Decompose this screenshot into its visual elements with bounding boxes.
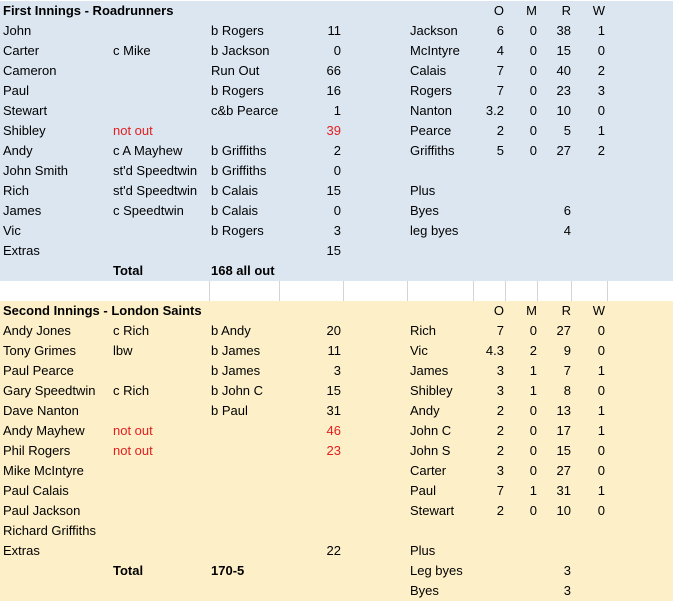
bowler-runs: 27 — [556, 323, 571, 338]
total-value: 170-5 — [211, 563, 245, 578]
dismissal: not out — [113, 443, 153, 458]
batter-name: Andy — [3, 143, 33, 158]
bowler-maidens: 1 — [529, 483, 537, 498]
bowler-overs: 6 — [496, 23, 504, 38]
extras-value: 6 — [563, 203, 571, 218]
dismissal: c Speedtwin — [113, 203, 184, 218]
second-innings-row — [0, 301, 673, 321]
extras-value: 4 — [563, 223, 571, 238]
dismissal-bowler: b James — [211, 363, 261, 378]
dismissal: c Rich — [113, 383, 150, 398]
bowler-maidens: 0 — [529, 503, 537, 518]
batter-runs — [280, 501, 341, 521]
batter-name: Cameron — [3, 63, 57, 78]
batter-name: Rich — [3, 183, 30, 198]
batter-runs: 46 — [326, 423, 341, 438]
bowler-name: Rogers — [410, 83, 452, 98]
bowler-name: Calais — [410, 63, 447, 78]
first-innings-row — [0, 121, 673, 141]
bowler-wickets: 2 — [597, 63, 605, 78]
batter-name: James — [3, 203, 42, 218]
batter-runs: 15 — [326, 383, 341, 398]
first-innings-row — [0, 141, 673, 161]
bowler-overs: 5 — [496, 143, 504, 158]
dismissal: c Rich — [113, 323, 150, 338]
batter-runs: 2 — [333, 143, 341, 158]
gridline — [607, 281, 608, 301]
bowler-name: Carter — [410, 463, 447, 478]
batter-runs: 0 — [333, 163, 341, 178]
dismissal-bowler: b John C — [211, 383, 264, 398]
second-innings-row — [0, 421, 673, 441]
bowler-wickets: 0 — [597, 103, 605, 118]
dismissal — [113, 521, 209, 541]
batter-runs: 0 — [333, 203, 341, 218]
bowling-header-w: W — [592, 3, 605, 18]
bowler-overs: 4.3 — [485, 343, 504, 358]
gridline — [571, 281, 572, 301]
first-innings-row — [0, 161, 673, 181]
batter-runs: 0 — [333, 43, 341, 58]
bowler-runs: 7 — [563, 363, 571, 378]
bowler-maidens: 1 — [529, 363, 537, 378]
total-label: Total — [113, 563, 144, 578]
bowler-maidens: 0 — [529, 23, 537, 38]
bowler-name: Andy — [410, 403, 440, 418]
second-innings-row — [0, 321, 673, 341]
batter-runs: 15 — [326, 183, 341, 198]
innings-title: Second Innings - London Saints — [3, 303, 202, 318]
bowler-overs: 7 — [496, 323, 504, 338]
gridline — [505, 281, 506, 301]
batter-runs — [280, 481, 341, 501]
bowler-wickets: 1 — [597, 363, 605, 378]
bowler-name: Rich — [410, 323, 437, 338]
gridline — [473, 281, 474, 301]
dismissal — [113, 461, 209, 481]
gridline — [279, 281, 280, 301]
bowler-name: John S — [410, 443, 451, 458]
bowler-runs: 13 — [556, 403, 571, 418]
bowler-name: Stewart — [410, 503, 455, 518]
bowler-maidens: 0 — [529, 103, 537, 118]
plus-label: Plus — [410, 183, 436, 198]
dismissal-bowler: b James — [211, 343, 261, 358]
extras-label: leg byes — [410, 223, 459, 238]
bowler-name: Griffiths — [410, 143, 455, 158]
first-innings-row — [0, 181, 673, 201]
bowler-runs: 10 — [556, 503, 571, 518]
batter-runs: 16 — [326, 83, 341, 98]
batter-name: Extras — [3, 543, 40, 558]
bowler-maidens: 0 — [529, 83, 537, 98]
dismissal-bowler: c&b Pearce — [211, 103, 279, 118]
bowler-overs: 7 — [496, 63, 504, 78]
bowler-name: James — [410, 363, 449, 378]
bowling-header-o: O — [493, 3, 504, 18]
batter-name: John Smith — [3, 163, 69, 178]
bowler-maidens: 0 — [529, 403, 537, 418]
first-innings-row — [0, 81, 673, 101]
dismissal-bowler: b Jackson — [211, 43, 270, 58]
plus-label: Plus — [410, 543, 436, 558]
bowler-overs: 7 — [496, 83, 504, 98]
batter-runs: 1 — [333, 103, 341, 118]
second-innings-row — [0, 361, 673, 381]
bowling-header-m: M — [526, 3, 537, 18]
dismissal-bowler: Run Out — [211, 63, 260, 78]
second-innings-row — [0, 541, 673, 561]
bowler-wickets: 0 — [597, 503, 605, 518]
batter-name: Richard Griffiths — [3, 523, 96, 538]
bowler-runs: 5 — [563, 123, 571, 138]
bowler-runs: 40 — [556, 63, 571, 78]
bowler-maidens: 0 — [529, 423, 537, 438]
bowler-runs: 10 — [556, 103, 571, 118]
bowler-name: John C — [410, 423, 452, 438]
dismissal-bowler: b Calais — [211, 183, 258, 198]
bowling-header-r: R — [561, 303, 571, 318]
first-innings-row — [0, 261, 673, 281]
second-innings-row — [0, 521, 673, 541]
batter-name: Tony Grimes — [3, 343, 76, 358]
bowler-name: Pearce — [410, 123, 452, 138]
batter-runs — [280, 521, 341, 541]
bowler-overs: 2 — [496, 423, 504, 438]
batter-runs: 23 — [326, 443, 341, 458]
bowler-wickets: 0 — [597, 43, 605, 58]
batter-name: Mike McIntyre — [3, 463, 84, 478]
batter-name: John — [3, 23, 32, 38]
dismissal — [113, 61, 209, 81]
bowler-runs: 31 — [556, 483, 571, 498]
bowler-overs: 2 — [496, 503, 504, 518]
batter-runs: 11 — [327, 23, 341, 38]
bowler-name: Shibley — [410, 383, 453, 398]
bowler-name: Paul — [410, 483, 437, 498]
dismissal: not out — [113, 423, 153, 438]
bowling-header-r: R — [561, 3, 571, 18]
bowler-overs: 2 — [496, 403, 504, 418]
dismissal-bowler: b Griffiths — [211, 163, 267, 178]
bowler-maidens: 0 — [529, 463, 537, 478]
batter-name: Paul Jackson — [3, 503, 81, 518]
bowling-header-m: M — [526, 303, 537, 318]
bowler-runs: 17 — [556, 423, 571, 438]
dismissal — [113, 541, 209, 561]
dismissal-bowler: b Andy — [211, 323, 251, 338]
bowler-overs: 3 — [496, 383, 504, 398]
dismissal: st'd Speedtwin — [113, 163, 198, 178]
bowler-runs: 15 — [556, 443, 571, 458]
extras-value: 3 — [563, 563, 571, 578]
batter-runs: 20 — [326, 323, 341, 338]
total-value: 168 all out — [211, 263, 275, 278]
batter-name: Extras — [3, 243, 40, 258]
batter-name: Andy Mayhew — [3, 423, 85, 438]
dismissal: c A Mayhew — [113, 143, 183, 158]
bowler-overs: 7 — [496, 483, 504, 498]
batter-name: Paul Calais — [3, 483, 69, 498]
batter-runs: 11 — [327, 343, 341, 358]
dismissal-bowler: b Rogers — [211, 23, 264, 38]
extras-label: Byes — [410, 583, 439, 598]
gridline — [209, 281, 210, 301]
dismissal-bowler: b Rogers — [211, 223, 264, 238]
bowler-wickets: 1 — [597, 403, 605, 418]
first-innings-row — [0, 41, 673, 61]
bowler-maidens: 0 — [529, 143, 537, 158]
second-innings-row — [0, 461, 673, 481]
dismissal-bowler: b Griffiths — [211, 143, 267, 158]
batter-name: Andy Jones — [3, 323, 71, 338]
gridline — [407, 281, 408, 301]
dismissal — [113, 481, 209, 501]
batter-runs: 15 — [326, 243, 341, 258]
bowler-maidens: 1 — [529, 383, 537, 398]
batter-runs: 31 — [326, 403, 341, 418]
extras-value: 3 — [563, 583, 571, 598]
bowler-overs: 4 — [496, 43, 504, 58]
bowler-maidens: 0 — [529, 443, 537, 458]
bowler-maidens: 2 — [529, 343, 537, 358]
first-innings-row — [0, 61, 673, 81]
batter-name: Stewart — [3, 103, 48, 118]
first-innings-row — [0, 1, 673, 21]
second-innings-row — [0, 501, 673, 521]
total-label: Total — [113, 263, 144, 278]
first-innings-row — [0, 221, 673, 241]
first-innings-row — [0, 241, 673, 261]
bowler-wickets: 0 — [597, 343, 605, 358]
bowler-name: McIntyre — [410, 43, 460, 58]
batter-runs: 3 — [333, 363, 341, 378]
second-innings-row — [0, 441, 673, 461]
dismissal — [113, 241, 209, 261]
bowler-wickets: 1 — [597, 423, 605, 438]
bowler-wickets: 0 — [597, 443, 605, 458]
bowler-wickets: 3 — [597, 83, 605, 98]
batter-name: Shibley — [3, 123, 46, 138]
bowler-wickets: 1 — [597, 23, 605, 38]
dismissal: c Mike — [113, 43, 151, 58]
dismissal — [113, 21, 209, 41]
batter-name: Paul Pearce — [3, 363, 74, 378]
batter-runs: 66 — [326, 63, 341, 78]
bowler-runs: 27 — [556, 463, 571, 478]
bowler-runs: 38 — [556, 23, 571, 38]
innings-title: First Innings - Roadrunners — [3, 3, 174, 18]
dismissal: not out — [113, 123, 153, 138]
bowler-overs: 2 — [496, 443, 504, 458]
batter-runs: 22 — [326, 543, 341, 558]
bowler-runs: 8 — [563, 383, 571, 398]
dismissal-bowler: b Calais — [211, 203, 258, 218]
batter-name: Paul — [3, 83, 30, 98]
dismissal — [113, 401, 209, 421]
bowler-overs: 3 — [496, 363, 504, 378]
dismissal — [113, 101, 209, 121]
dismissal-bowler: b Paul — [211, 403, 248, 418]
first-innings-row — [0, 21, 673, 41]
second-innings-row — [0, 561, 673, 581]
batter-name: Carter — [3, 43, 40, 58]
bowler-maidens: 0 — [529, 323, 537, 338]
bowler-runs: 15 — [556, 43, 571, 58]
bowler-name: Vic — [410, 343, 428, 358]
dismissal-bowler: b Rogers — [211, 83, 264, 98]
batter-runs — [280, 461, 341, 481]
second-innings-row — [0, 581, 673, 601]
dismissal — [113, 221, 209, 241]
batter-name: Dave Nanton — [3, 403, 79, 418]
bowler-runs: 27 — [556, 143, 571, 158]
bowler-runs: 9 — [563, 343, 571, 358]
second-innings-row — [0, 481, 673, 501]
bowler-overs: 3 — [496, 463, 504, 478]
second-innings-row — [0, 401, 673, 421]
extras-label: Byes — [410, 203, 439, 218]
extras-label: Leg byes — [410, 563, 463, 578]
bowling-header-w: W — [592, 303, 605, 318]
dismissal — [113, 361, 209, 381]
bowler-overs: 2 — [496, 123, 504, 138]
batter-name: Gary Speedtwin — [3, 383, 96, 398]
bowler-name: Jackson — [410, 23, 458, 38]
gridline — [343, 281, 344, 301]
batter-runs: 39 — [326, 123, 341, 138]
bowler-maidens: 0 — [529, 63, 537, 78]
bowler-runs: 23 — [556, 83, 571, 98]
dismissal: st'd Speedtwin — [113, 183, 198, 198]
dismissal — [113, 81, 209, 101]
innings-divider-row — [0, 281, 673, 301]
bowler-overs: 3.2 — [485, 103, 504, 118]
batter-name: Phil Rogers — [3, 443, 71, 458]
gridline — [537, 281, 538, 301]
batter-name: Vic — [3, 223, 21, 238]
bowler-wickets: 0 — [597, 383, 605, 398]
dismissal — [113, 501, 209, 521]
bowler-maidens: 0 — [529, 123, 537, 138]
bowler-maidens: 0 — [529, 43, 537, 58]
first-innings-row — [0, 201, 673, 221]
bowler-wickets: 1 — [597, 123, 605, 138]
bowler-wickets: 1 — [597, 483, 605, 498]
bowler-wickets: 2 — [597, 143, 605, 158]
bowler-wickets: 0 — [597, 463, 605, 478]
second-innings-row — [0, 381, 673, 401]
bowler-name: Nanton — [410, 103, 452, 118]
first-innings-row — [0, 101, 673, 121]
bowler-wickets: 0 — [597, 323, 605, 338]
bowling-header-o: O — [493, 303, 504, 318]
batter-runs: 3 — [333, 223, 341, 238]
second-innings-row — [0, 341, 673, 361]
dismissal: lbw — [113, 343, 133, 358]
